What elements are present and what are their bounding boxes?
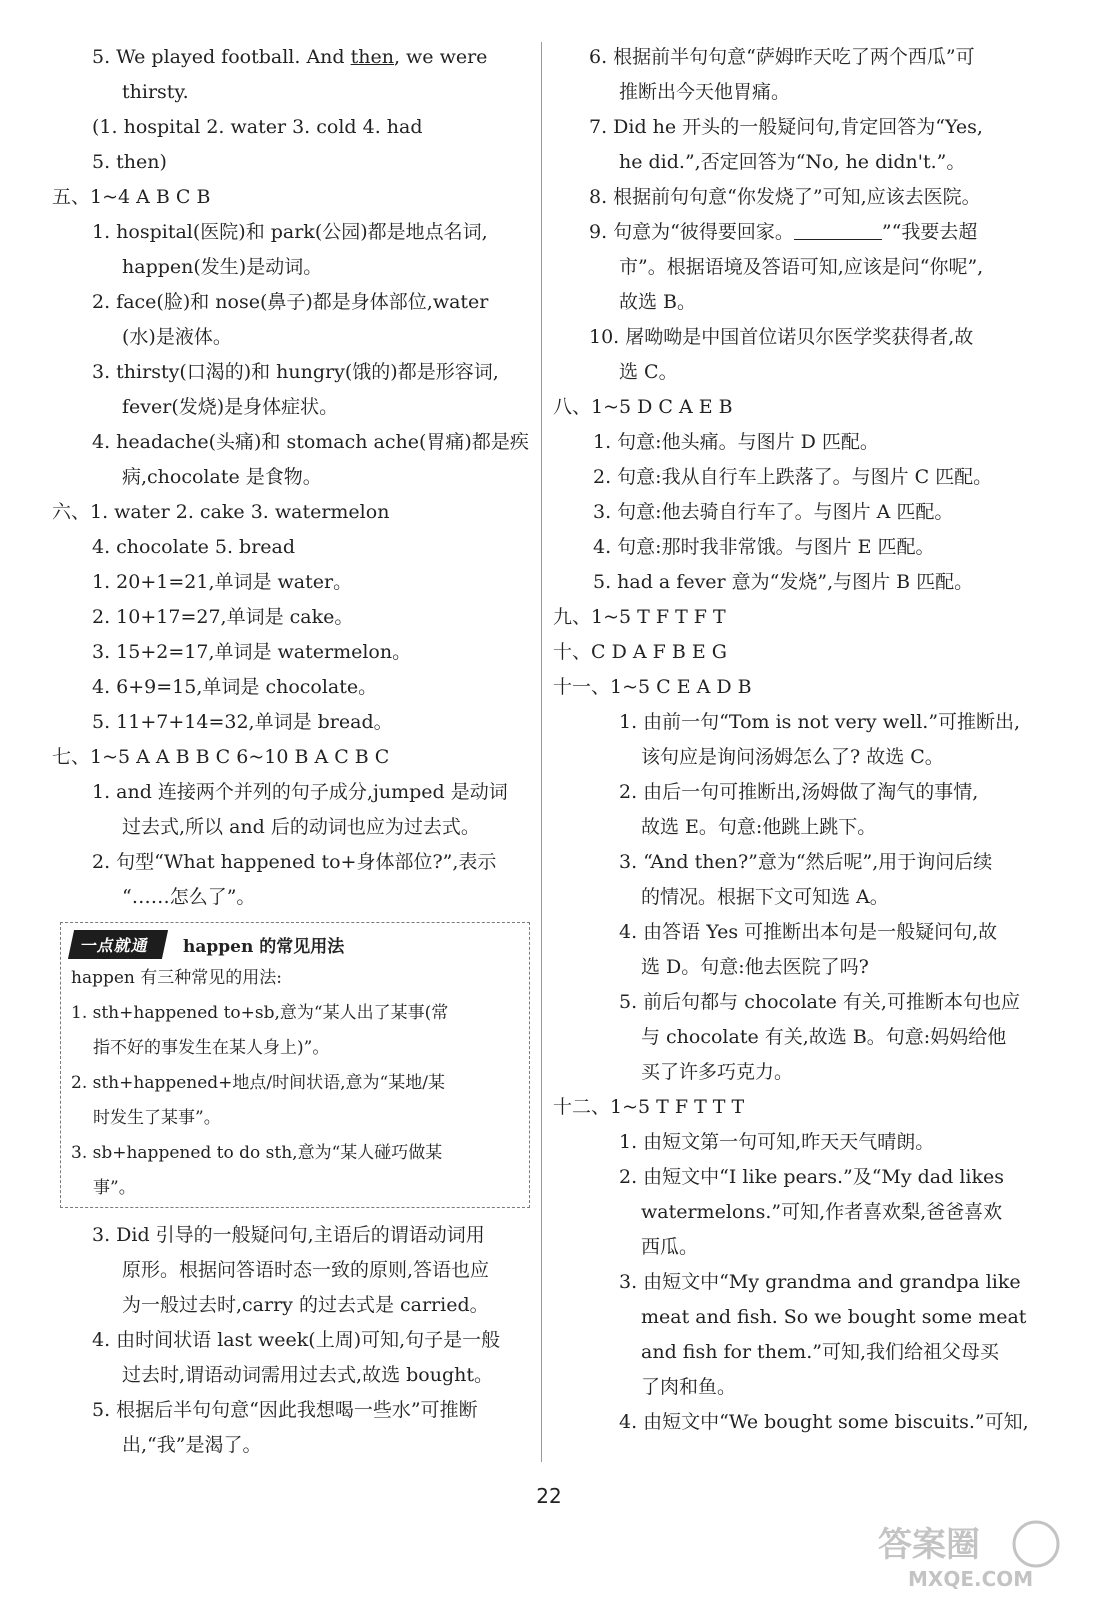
answer-line: 5. 前后句都与 chocolate 有关,可推断本句也应 — [619, 991, 1020, 1013]
watermark-logo — [868, 1514, 1068, 1592]
answer-line: 原形。根据问答语时态一致的原则,答语也应 — [122, 1259, 490, 1281]
answer-line: 1. 20+1=21,单词是 water。 — [92, 571, 353, 593]
answer-line: 3. 15+2=17,单词是 watermelon。 — [92, 641, 412, 663]
column-divider — [541, 42, 542, 1462]
answer-line: 推断出今天他胃痛。 — [619, 81, 791, 103]
answer-line: 4. chocolate 5. bread — [92, 536, 296, 558]
answer-line: 3. 句意:他去骑自行车了。与图片 A 匹配。 — [593, 501, 954, 523]
answer-line: 6. 根据前半句句意“萨姆昨天吃了两个西瓜”可 — [589, 46, 975, 68]
answer-line: “……怎么了”。 — [122, 886, 256, 908]
blank-line — [794, 217, 882, 240]
answer-line: thirsty. — [122, 81, 189, 103]
answer-line: 与 chocolate 有关,故选 B。句意:妈妈给他 — [641, 1026, 1007, 1048]
answer-line: 2. 由短文中“I like pears.”及“My dad likes — [619, 1166, 1004, 1188]
section-heading: 五、1~4 A B C B — [52, 186, 211, 208]
tip-badge: 一点就通 — [68, 930, 168, 959]
section-heading: 七、1~5 A A B B C 6~10 B A C B C — [52, 746, 390, 768]
answer-line: 9. 句意为“彼得要回家。 ”“我要去超 — [553, 215, 1033, 250]
answer-line: 选 D。句意:他去医院了吗? — [641, 956, 869, 978]
answer-line: 3. thirsty(口渴的)和 hungry(饿的)都是形容词, — [92, 361, 499, 383]
answer-line: 西瓜。 — [641, 1236, 699, 1258]
answer-line: 1. 句意:他头痛。与图片 D 匹配。 — [593, 431, 879, 453]
tip-line: happen 有三种常见的用法: — [71, 968, 282, 988]
answer-line: and fish for them.”可知,我们给祖父母买 — [641, 1341, 999, 1363]
tip-box — [60, 922, 530, 1208]
answer-line: 过去式,所以 and 后的动词也应为过去式。 — [122, 816, 480, 838]
answer-line: 5. 11+7+14=32,单词是 bread。 — [92, 711, 393, 733]
answer-line: 为一般过去时,carry 的过去式是 carried。 — [122, 1294, 489, 1316]
watermark-bottom: MXQE.COM — [908, 1567, 1034, 1591]
section-heading: 八、1~5 D C A E B — [553, 396, 733, 418]
section-heading: 九、1~5 T F T F T — [553, 606, 726, 628]
left-bottom-column — [52, 1218, 534, 1463]
answer-line: 该句应是询问汤姆怎么了? 故选 C。 — [641, 746, 944, 768]
answer-line: 5. then) — [92, 151, 167, 173]
answer-line: 8. 根据前句句意“你发烧了”可知,应该去医院。 — [589, 186, 981, 208]
answer-line: 4. 由短文中“We bought some biscuits.”可知, — [619, 1411, 1029, 1433]
answer-line: 2. 句意:我从自行车上跌落了。与图片 C 匹配。 — [593, 466, 993, 488]
section-heading: 十一、1~5 C E A D B — [553, 676, 752, 698]
answer-line: 3. “And then?”意为“然后呢”,用于询问后续 — [619, 851, 993, 873]
answer-line: 3. Did 引导的一般疑问句,主语后的谓语动词用 — [92, 1224, 485, 1246]
section-heading: 十、C D A F B E G — [553, 641, 727, 663]
answer-line: 1. 由短文第一句可知,昨天天气晴朗。 — [619, 1131, 935, 1153]
answer-line: 出,“我”是渴了。 — [122, 1434, 262, 1456]
answer-line: 买了许多巧克力。 — [641, 1061, 794, 1083]
answer-line: (水)是液体。 — [122, 326, 232, 348]
answer-line: 4. 句意:那时我非常饿。与图片 E 匹配。 — [593, 536, 935, 558]
left-column — [52, 40, 534, 915]
answer-line: 4. 由时间状语 last week(上周)可知,句子是一般 — [92, 1329, 501, 1351]
section-heading: 十二、1~5 T F T T T — [553, 1096, 745, 1118]
answer-line: 4. 6+9=15,单词是 chocolate。 — [92, 676, 378, 698]
answer-line: 2. 由后一句可推断出,汤姆做了淘气的事情, — [619, 781, 979, 803]
answer-line: fever(发烧)是身体症状。 — [122, 396, 339, 418]
answer-line: 2. 句型“What happened to+身体部位?”,表示 — [92, 851, 497, 873]
answer-line: 2. 10+17=27,单词是 cake。 — [92, 606, 354, 628]
answer-line: 的情况。根据下文可知选 A。 — [641, 886, 889, 908]
answer-line: 过去时,谓语动词需用过去式,故选 bought。 — [122, 1364, 493, 1386]
tip-line: 时发生了某事”。 — [93, 1108, 221, 1128]
answer-line: 1. 由前一句“Tom is not very well.”可推断出, — [619, 711, 1021, 733]
answer-line: 5. We played football. And then, we were — [92, 46, 488, 68]
answer-line: 10. 屠呦呦是中国首位诺贝尔医学奖获得者,故 — [589, 326, 974, 348]
answer-line: 1. hospital(医院)和 park(公园)都是地点名词, — [92, 221, 488, 243]
answer-line: 5. had a fever 意为“发烧”,与图片 B 匹配。 — [593, 571, 974, 593]
tip-line: 3. sb+happened to do sth,意为“某人碰巧做某 — [71, 1143, 443, 1163]
answer-line: 故选 E。句意:他跳上跳下。 — [641, 816, 877, 838]
answer-line: 故选 B。 — [619, 291, 697, 313]
answer-line: 病,chocolate 是食物。 — [122, 466, 322, 488]
tip-line: 指不好的事发生在某人身上)”。 — [93, 1038, 330, 1058]
answer-line: 7. Did he 开头的一般疑问句,肯定回答为“Yes, — [589, 116, 983, 138]
answer-line: 4. 由答语 Yes 可推断出本句是一般疑问句,故 — [619, 921, 998, 943]
tip-header — [71, 927, 517, 961]
answer-line: 3. 由短文中“My grandma and grandpa like — [619, 1271, 1021, 1293]
answer-line: 2. face(脸)和 nose(鼻子)都是身体部位,water — [92, 291, 489, 313]
answer-line: 了肉和鱼。 — [641, 1376, 737, 1398]
watermark-top: 答案圈 — [878, 1525, 980, 1565]
answer-line: watermelons.”可知,作者喜欢梨,爸爸喜欢 — [641, 1201, 1003, 1223]
section-heading: 六、1. water 2. cake 3. watermelon — [52, 501, 390, 523]
right-column — [553, 40, 1033, 1440]
page-number: 22 — [536, 1484, 562, 1508]
answer-line: happen(发生)是动词。 — [122, 256, 323, 278]
answer-line: meat and fish. So we bought some meat — [641, 1306, 1027, 1328]
answer-line: 4. headache(头痛)和 stomach ache(胃痛)都是疾 — [92, 431, 529, 453]
answer-line: 1. and 连接两个并列的句子成分,jumped 是动词 — [92, 781, 508, 803]
tip-title: happen 的常见用法 — [183, 936, 345, 957]
tip-line: 1. sth+happened to+sb,意为“某人出了某事(常 — [71, 1003, 449, 1023]
answer-line: 5. 根据后半句句意“因此我想喝一些水”可推断 — [92, 1399, 478, 1421]
answer-line: he did.”,否定回答为“No, he didn't.”。 — [619, 151, 966, 173]
answer-line: 市”。根据语境及答语可知,应该是问“你呢”, — [619, 256, 984, 278]
tip-line: 事”。 — [93, 1178, 136, 1198]
answer-line: (1. hospital 2. water 3. cold 4. had — [92, 116, 423, 138]
tip-line: 2. sth+happened+地点/时间状语,意为“某地/某 — [71, 1073, 445, 1093]
answer-line: 选 C。 — [619, 361, 678, 383]
underlined-word: then — [350, 46, 394, 68]
